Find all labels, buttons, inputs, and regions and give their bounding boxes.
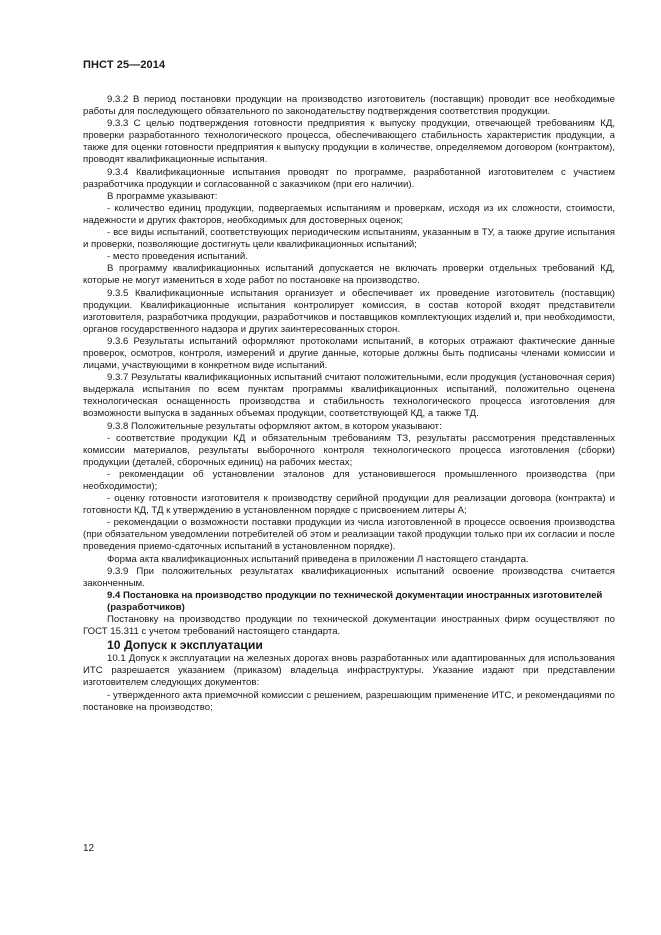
paragraph-9-3-7: 9.3.7 Результаты квалификационных испытаний считают положительными, если продукция (установочная серия) выдержала испытания по всем пунктам программы квалификационных испытаний, положительно оценена технологическая оснащенность производства и стабильность технологического процесса изготовления для возможности выпуска в заданных объемах продукции, соответствующей КД, а также ТД. [83, 372, 615, 420]
paragraph-act-form: Форма акта квалификационных испытаний приведена в приложении Л настоящего стандарта. [107, 553, 529, 565]
list-item-program-3: - место проведения испытаний. [107, 251, 248, 263]
list-item-act-1: - соответствие продукции КД и обязательным требованиям ТЗ, результаты рассмотрения представленных комиссии материалов, результаты выборочного контроля технологического процесса изготовления (сборки) продукции (деталей, сборочных единиц) на рабочих местах; [83, 432, 615, 468]
paragraph-10-1: 10.1 Допуск к эксплуатации на железных дорогах вновь разработанных или адаптированных для использования ИТС разрешается указанием (приказом) владельца инфраструктуры. Указание издают при представлении изготовителем следующих документов: [83, 653, 615, 689]
paragraph-9-3-3: 9.3.3 С целью подтверждения готовности предприятия к выпуску продукции, отвечающей требованиям КД, проверки разработанного технологического процесса, обеспечивающего стабильность характеристик продукции, а также для оценки готовности предприятия к выпуску продукции в количестве, определяемом договором (контрактом), проводят квалификационные испытания. [83, 118, 615, 166]
list-item-10-1-1: - утвержденного акта приемочной комиссии с решением, разрешающим применение ИТС, и рекомендациями по постановке на производство; [83, 689, 615, 713]
paragraph-9-4: Постановку на производство продукции по технической документации иностранных фирм осуществляют по ГОСТ 15.311 с учетом требований настоящего стандарта. [83, 614, 615, 638]
list-item-act-2: - рекомендации об установлении эталонов для установившегося промышленного производства (при необходимости); [83, 468, 615, 492]
list-item-act-3: - оценку готовности изготовителя к производству серийной продукции для реализации договора (контракта) и готовности КД, ТД к утверждению в установленном порядке с присвоением литеры А; [83, 493, 615, 517]
paragraph-9-3-8: 9.3.8 Положительные результаты оформляют актом, в котором указывают: [107, 420, 442, 432]
list-item-act-4: - рекомендации о возможности поставки продукции из числа изготовленной в процессе освоения производства (при обязательном уведомлении потребителей об этом и реализации такой продукции только при их согласии и после проведения приемо-сдаточных испытаний в установленном порядке). [83, 517, 615, 553]
list-item-program-2: - все виды испытаний, соответствующих периодическим испытаниям, указанным в ТУ, а также другие испытания и проверки, позволяющие достигнуть цели квалификационных испытаний; [83, 227, 615, 251]
paragraph-9-3-6: 9.3.6 Результаты испытаний оформляют протоколами испытаний, в которых отражают фактические данные проверок, осмотров, контроля, измерений и другие данные, которые должны быть подписаны членами комиссии и лицами, участвующими в конкретном виде испытаний. [83, 335, 615, 372]
document-id-header: ПНСТ 25—2014 [83, 59, 166, 71]
paragraph-9-3-5: 9.3.5 Квалификационные испытания организует и обеспечивает их проведение изготовитель (поставщик) продукции. Квалификационные испытания контролирует комиссия, в состав которой входят представители изготовителя, разработчика продукции, разработчиков и поставщиков комплектующих изделий и, при необходимости, органов государственного надзора и других заинтересованных сторон. [83, 287, 615, 335]
paragraph-9-3-2: 9.3.2 В период постановки продукции на производство изготовитель (поставщик) проводит все необходимые работы для последующего обязательного по законодательству подтверждения соответствия продукции. [83, 94, 615, 118]
section-heading-9-4: 9.4 Постановка на производство продукции по технической документации иностранных изготовителей (разработчиков) [107, 589, 603, 613]
paragraph-program-note: В программу квалификационных испытаний допускается не включать проверки отдельных требований КД, которые не могут измениться в ходе работ по постановке на производство. [83, 263, 615, 287]
paragraph-9-3-9: 9.3.9 При положительных результатах квалификационных испытаний освоение производства считается законченным. [83, 565, 615, 589]
paragraph-program-intro: В программе указывают: [107, 190, 218, 202]
list-item-program-1: - количество единиц продукции, подвергаемых испытаниям и проверкам, исходя из их сложности, стоимости, надежности и других факторов, необходимых для достоверных оценок; [83, 202, 615, 226]
section-heading-10: 10 Допуск к эксплуатации [107, 638, 263, 653]
paragraph-9-3-4: 9.3.4 Квалификационные испытания проводят по программе, разработанной изготовителем с участием разработчика продукции и согласованной с заказчиком (при его наличии). [83, 166, 615, 190]
page-number: 12 [83, 843, 95, 854]
document-body [83, 94, 615, 714]
